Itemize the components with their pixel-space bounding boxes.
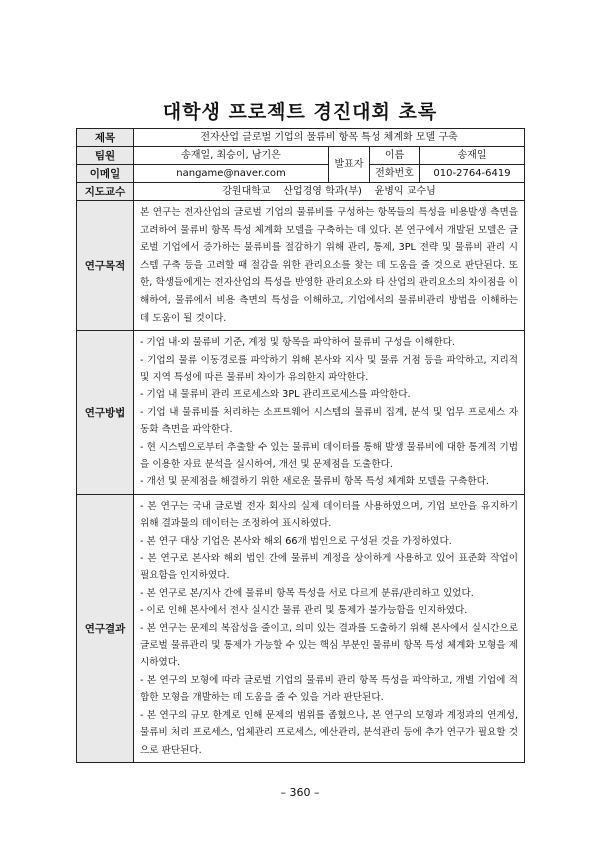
list-item: - 본 연구는 문제의 복잡성을 줄이고, 의미 있는 결과를 도출하기 위해 본사에서 실시간으로 글로벌 물류관리 및 통제가 가능할 수 있는 핵심 부분인 물류비 항목 특성 체계화 모형을 제시하였다. xyxy=(140,622,519,669)
list-item: - 본 연구의 규모 한계로 인해 문제의 범위를 좁혔으나, 본 연구의 모형과 계정과의 연계성, 물류비 처리 프로세스, 업체관리 프로세스, 예산관리, 분석관리 등에 추가 연구가 필요할 것으로 판단된다. xyxy=(140,709,519,756)
abstract-form-table xyxy=(76,128,525,763)
advisor-row xyxy=(77,183,525,201)
objective-text: 본 연구는 전자산업의 글로벌 기업의 물류비를 구성하는 항목들의 특성을 비용발생 측면을 고려하여 물류비 항목 특성 체계화 모델을 구축하는 데 있다. 본 연구에서 개발된 모델은 글로벌 기업에서 증가하는 물류비를 절감하기 위해 관리, 통제, 3PL 전략 및 물류비 관리 시스템 구축 등을 고려할 때 절감을 위한 관리요소를 찾는 데 도움을 줄 것으로 판단된다. 또한, 학생들에게는 전자산업의 특성을 반영한 관리요소와 타 산업의 관리요소의 차이점을 이해하여, 물류에서 비용 측면의 특성을 이해하고, 기업에서의 물류비관리 방법을 이해하는 데 도움이 될 것이다. xyxy=(140,207,519,324)
email-label: 이메일 xyxy=(77,165,134,183)
list-item: - 기업 내 물류비를 처리하는 소프트웨어 시스템의 물류비 집계, 분석 및 업무 프로세스 자동화 측면을 파악한다. xyxy=(140,406,519,436)
list-item: - 본 연구는 국내 글로벌 전자 회사의 실제 데이터를 사용하였으며, 기업 보안을 유지하기 위해 결과물의 데이터는 조정하여 표시하였다. xyxy=(140,500,519,530)
objective-label: 연구목적 xyxy=(77,201,134,331)
list-item: - 기업 내 물류비 관리 프로세스와 3PL 관리프로세스를 파악한다. xyxy=(140,389,411,401)
method-row xyxy=(77,331,525,495)
name-label: 이름 xyxy=(370,147,420,165)
result-label: 연구결과 xyxy=(77,494,134,762)
subject-label: 제목 xyxy=(77,129,134,147)
team-value: 송재일, 최승이, 남기은 xyxy=(134,147,329,165)
subject-value: 전자산업 글로벌 기업의 물류비 항목 특성 체계화 모델 구축 xyxy=(134,129,525,147)
list-item: - 개선 및 문제점을 해결하기 위한 새로운 물류비 항목 특성 체계화 모델을 구축한다. xyxy=(140,476,489,488)
list-item: - 본 연구의 모형에 따라 글로벌 기업의 물류비 관리 항목 특성을 파악하고, 개별 기업에 적합한 모형을 개발하는 데 도움을 줄 수 있을 거라 판단된다. xyxy=(140,674,519,704)
list-item: - 이로 인해 본사에서 전사 실시간 물류 관리 및 통제가 불가능함을 인지하였다. xyxy=(140,605,468,617)
result-list xyxy=(134,495,524,762)
advisor-label: 지도교수 xyxy=(77,183,134,201)
page-title: 대학생 프로젝트 경진대회 초록 xyxy=(162,101,438,123)
phone-label: 전화번호 xyxy=(370,165,420,183)
team-label: 팀원 xyxy=(77,147,134,165)
presenter-label: 발표자 xyxy=(329,147,370,183)
page-number: – 360 – xyxy=(280,786,320,799)
method-list xyxy=(134,331,524,494)
list-item: - 기업의 물류 이동경로를 파악하기 위해 본사와 지사 및 물류 거점 등을 파악하고, 지리적 및 지역 특성에 따른 물류비 차이가 유의한지 파악한다. xyxy=(140,354,519,383)
list-item: - 현 시스템으로부터 추출할 수 있는 물류비 데이터를 통해 발생 물류비에 대한 통계적 기법을 이용한 자료 분석을 실시하여, 개선 및 문제점을 도출한다. xyxy=(140,441,519,470)
objective-row xyxy=(77,201,525,331)
phone-value: 010-2764-6419 xyxy=(420,165,525,183)
team-row xyxy=(77,147,525,165)
objective-cell xyxy=(134,201,525,331)
advisor-value: 강원대학교 산업경영 학과(부) 윤병익 교수님 xyxy=(134,183,525,201)
result-cell xyxy=(134,494,525,762)
list-item: - 본 연구로 본사와 해외 법인 간에 물류비 계정을 상이하게 사용하고 있어 표준화 작업이 필요함을 인지하였다. xyxy=(140,553,519,582)
name-value: 송재일 xyxy=(420,147,525,165)
list-item: - 본 연구 대상 기업은 본사와 해외 66개 법인으로 구성된 것을 가정하였다. xyxy=(140,535,452,547)
email-row xyxy=(77,165,525,183)
list-item: - 본 연구로 본/지사 간에 물류비 항목 특성을 서로 다르게 분류/관리하고 있었다. xyxy=(140,587,474,599)
email-value: nangame@naver.com xyxy=(134,165,329,183)
subject-row xyxy=(77,129,525,147)
list-item: - 기업 내·외 물류비 기준, 계정 및 항목을 파악하여 물류비 구성을 이해한다. xyxy=(140,337,455,349)
method-label: 연구방법 xyxy=(77,331,134,495)
method-cell xyxy=(134,331,525,495)
result-row xyxy=(77,494,525,762)
